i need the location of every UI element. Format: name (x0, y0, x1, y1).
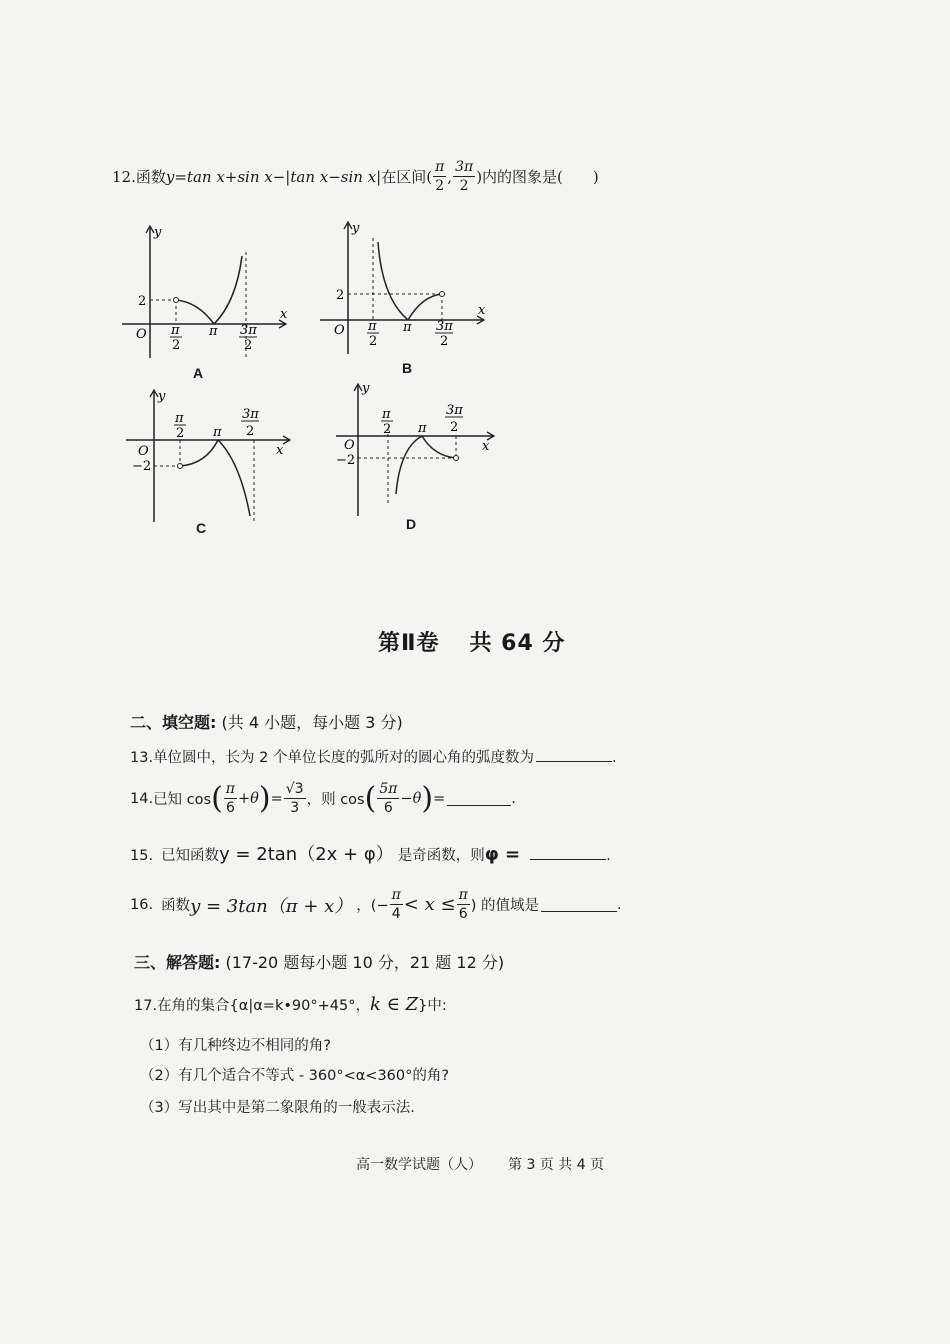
question-14 (130, 780, 516, 817)
part-3-title: 三、解答题: (134, 953, 221, 972)
part-2-note: (共 4 小题，每小题 3 分) (221, 713, 403, 732)
q16-text-c: ) 的值域是 (470, 898, 540, 914)
q17-k-in-z: k ∈ Z (369, 994, 419, 1015)
question-16 (130, 886, 622, 923)
graph-d-pi2-num: π (382, 407, 391, 422)
graph-a (118, 222, 298, 362)
q15-text-b: 是奇函数，则 (397, 848, 485, 864)
graph-b-x-label: x (478, 303, 486, 318)
question-17 (134, 994, 447, 1015)
q14-equals-2: = (433, 790, 446, 807)
option-c-label: C (196, 520, 207, 536)
graph-a-3pi2-den: 2 (244, 338, 253, 353)
q14-frac-2: $\frac{5\pi}{6}$ (379, 781, 398, 816)
q15-text-a: 已知函数 (161, 848, 220, 864)
option-a-label: A (193, 365, 204, 381)
q13-end: . (612, 750, 617, 766)
graph-d-pi: π (418, 421, 427, 436)
graph-b-two: 2 (336, 288, 345, 303)
question-13 (130, 746, 617, 767)
q13-answer-blank[interactable] (536, 747, 612, 762)
q14-number: 14. (130, 790, 154, 807)
q12-frac1: $\frac{\pi}{2}$ (435, 159, 445, 194)
q17-text-end: }中: (418, 998, 447, 1014)
q17-sub-3: （3）写出其中是第二象限角的一般表示法. (140, 1100, 415, 1116)
graph-b-pi: π (403, 320, 412, 335)
graph-c-neg-two: −2 (132, 459, 152, 474)
graph-d-origin: O (344, 438, 355, 453)
footer-exam-title: 高一数学试题（人） (356, 1157, 482, 1173)
q14-text-b: ，则 cos (306, 792, 365, 808)
graph-c-3pi2-den: 2 (246, 424, 255, 439)
q12-text-b: 在区间 (381, 168, 427, 186)
q12-formula: y=tan x+sin x−|tan x−sin x| (165, 167, 382, 186)
part-2-heading (130, 710, 403, 733)
footer-page-number: 第 3 页 共 4 页 (508, 1157, 605, 1173)
part-3-note: (17-20 题每小题 10 分，21 题 12 分) (225, 953, 505, 972)
graph-a-origin: O (136, 327, 147, 342)
graph-b-y-label: y (352, 221, 360, 236)
q14-plus-theta: +θ (238, 790, 259, 807)
q17-sub-1: （1）有几种终边不相同的角? (140, 1038, 331, 1054)
graph-c-3pi2-num: 3π (242, 407, 259, 422)
graph-c-origin: O (138, 444, 149, 459)
graph-d-x-label: x (482, 439, 490, 454)
q15-answer-blank[interactable] (530, 845, 606, 860)
q17-number: 17. (134, 998, 158, 1014)
graph-c-x-label: x (276, 443, 284, 458)
q12-number: 12. (112, 167, 136, 186)
part-3-heading (134, 950, 504, 973)
graph-a-x-label: x (280, 307, 288, 322)
q16-end: . (617, 896, 622, 913)
q16-number: 16. (130, 896, 154, 913)
option-b-label: B (402, 360, 413, 376)
q13-text: 单位圆中，长为 2 个单位长度的弧所对的圆心角的弧度数为 (153, 750, 535, 766)
q12-frac2: $\frac{3\pi}{2}$ (455, 159, 474, 194)
q14-minus-theta: −θ (400, 790, 422, 807)
graph-a-pi2-num: π (171, 323, 180, 338)
q14-rhs: $\frac{√3}{3}$ (285, 781, 304, 816)
q16-text-a: 函数 (161, 898, 191, 914)
part-2-title: 二、填空题: (130, 713, 217, 732)
q14-equals: = (270, 790, 283, 807)
q15-number: 15. (130, 848, 154, 864)
graph-a-pi: π (209, 324, 218, 339)
graph-b-3pi2-den: 2 (440, 334, 449, 349)
graph-d (332, 378, 512, 520)
graph-b-origin: O (334, 323, 345, 338)
q12-comma: , (447, 167, 453, 186)
graph-c (122, 384, 302, 526)
q16-frac-2: $\frac{\pi}{6}$ (458, 887, 468, 922)
graph-b (316, 218, 496, 358)
q14-frac-1: $\frac{\pi}{6}$ (225, 781, 235, 816)
q14-lparen-2: ( (364, 780, 377, 816)
graph-c-y-label: y (158, 389, 166, 404)
page-footer (356, 1154, 604, 1174)
graph-c-pi2-den: 2 (176, 426, 185, 441)
graph-d-pi2-den: 2 (383, 422, 392, 437)
graph-d-y-label: y (362, 381, 370, 396)
graph-a-pi2-den: 2 (172, 338, 181, 353)
graph-d-3pi2-den: 2 (450, 420, 459, 435)
q15-end: . (606, 848, 611, 864)
section-2-name: 第Ⅱ卷 (378, 631, 440, 656)
graph-d-neg-two: −2 (336, 453, 356, 468)
graph-a-two: 2 (138, 294, 147, 309)
q16-frac-1: $\frac{\pi}{4}$ (391, 887, 401, 922)
q13-number: 13. (130, 750, 154, 766)
q14-answer-blank[interactable] (447, 791, 511, 806)
q14-text-a: 已知 cos (153, 792, 212, 808)
q16-mid: < x ≤ (403, 894, 456, 915)
q14-rparen-2: ) (421, 780, 434, 816)
q17-sub-2: （2）有几个适合不等式 - 360°<α<360°的角? (140, 1068, 450, 1084)
graph-b-3pi2-num: 3π (436, 319, 453, 334)
q12-text-a: 函数 (135, 168, 166, 186)
question-12 (112, 158, 599, 195)
q12-open-paren: ( (426, 167, 433, 186)
q16-formula: y = 3tan（π + x） (190, 895, 353, 917)
option-d-label: D (406, 516, 417, 532)
graph-c-pi: π (213, 425, 222, 440)
q12-close-paren: ) (476, 167, 483, 186)
q14-end: . (511, 790, 516, 807)
q17-text: 在角的集合{α|α=k•90°+45°， (157, 998, 370, 1014)
q16-text-b: ，(− (356, 898, 389, 914)
q12-text-c: 内的图象是( ) (482, 168, 599, 186)
graph-d-3pi2-num: 3π (446, 403, 463, 418)
q14-rparen-1: ) (258, 780, 271, 816)
graph-a-3pi2-num: 3π (240, 323, 257, 338)
graph-c-pi2-num: π (175, 411, 184, 426)
section-2-score: 共 64 分 (469, 631, 566, 656)
graph-a-y-label: y (154, 225, 162, 240)
section-2-title (378, 626, 565, 657)
q16-answer-blank[interactable] (541, 897, 617, 912)
q15-formula: y = 2tan（2x + φ） (219, 844, 394, 865)
question-15 (130, 840, 611, 866)
q15-phi: φ = (484, 844, 521, 865)
graph-b-pi2-den: 2 (369, 334, 378, 349)
graph-b-pi2-num: π (368, 319, 377, 334)
q14-lparen-1: ( (211, 780, 223, 816)
